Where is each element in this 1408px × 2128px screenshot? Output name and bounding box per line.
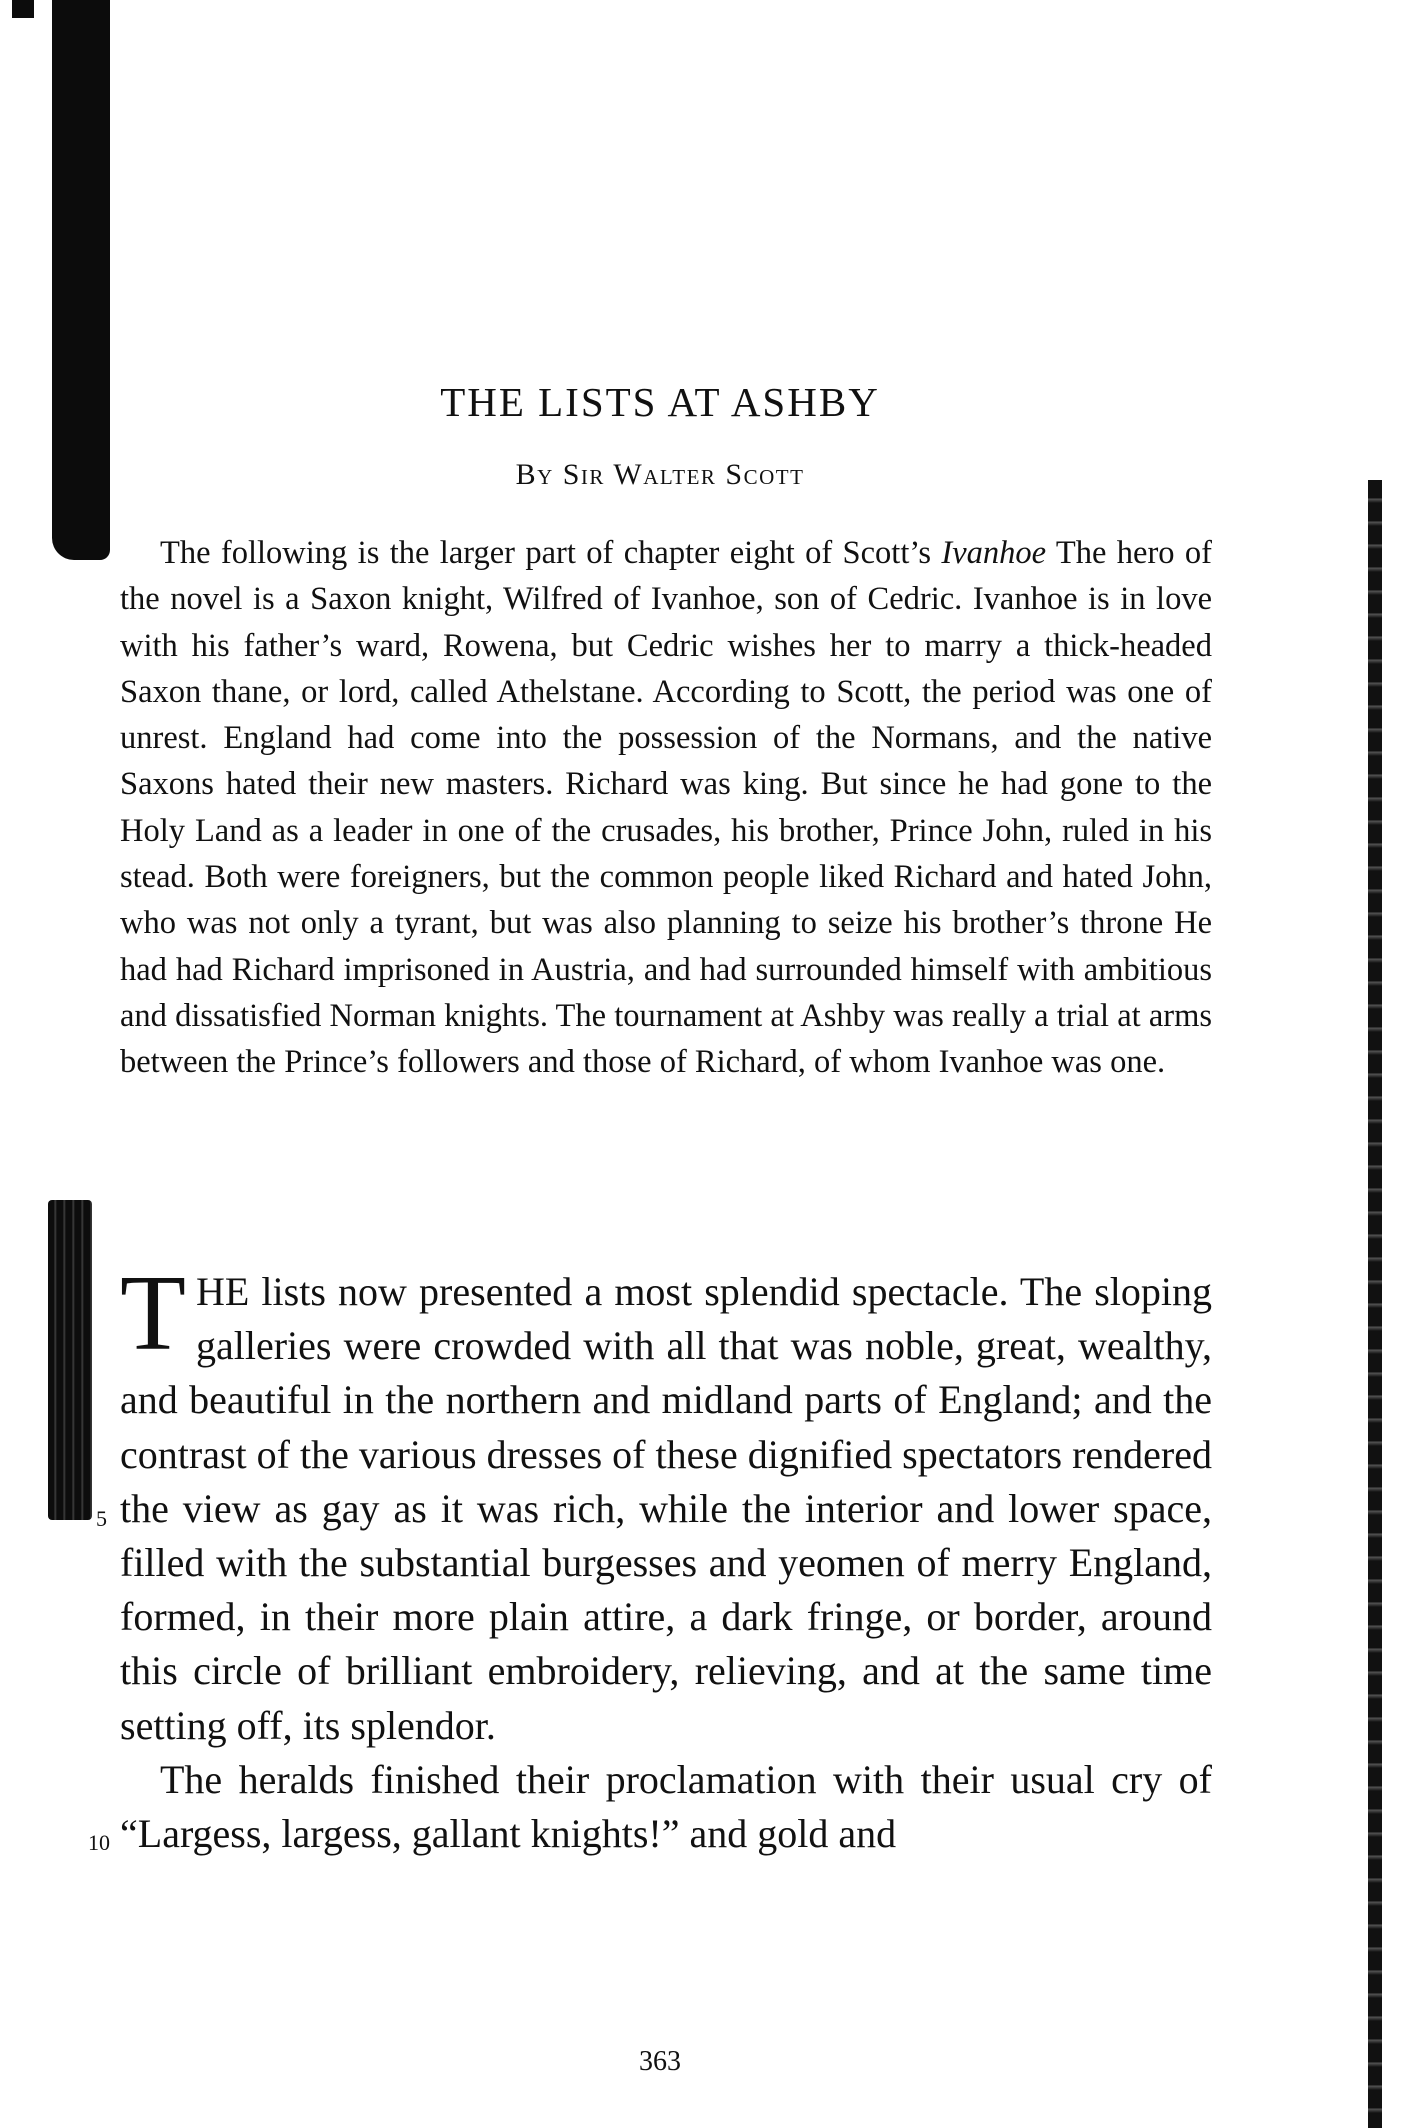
intro-paragraph xyxy=(120,530,1212,1086)
chapter-title: THE LISTS AT ASHBY xyxy=(440,379,880,425)
story-paragraph-1 xyxy=(120,1254,1212,1753)
line-number-10: 10 xyxy=(88,1830,110,1855)
author-byline: By Sir Walter Scott xyxy=(515,458,805,491)
line-number-5: 5 xyxy=(96,1506,107,1531)
intro-text-rest: The hero of the novel is a Saxon knight, Wilfred of Ivanhoe, son of Cedric. Ivanhoe is in love with his father’s ward, Rowena, but Cedric wishes her to marry a thick-headed Saxon thane, or lord, called Athelstane. According to Scott, the period was one of unrest. England had come into the possession of the Normans, and the native Saxons hated their new masters. Richard was king. But since he had gone to the Holy Land as a leader in one of the crusades, his brother, Prince John, ruled in his stead. Both were foreigners, but the common people liked Richard and hated John, who was not only a tyrant, but was also planning to seize his brother’s throne He had had Richard imprisoned in Austria, and had surrounded himself with ambitious and dissatisfied Norman knights. The tournament at Ashby was really a trial at arms between the Prince’s followers and those of Richard, of whom Ivanhoe was one. xyxy=(120,535,1213,1081)
story-paragraph-1-text: HE lists now presented a most splendid spectacle. The sloping galleries were crowded with all that was noble, great, wealthy, and beautiful in the northern and midland parts of England; and the contrast of the various dresses of these dignified spectators rendered the view as gay as it was rich, while the interior and lower space, filled with the substantial burgesses and yeomen of merry England, formed, in their more plain attire, a dark fringe, or border, around this circle of brilliant embroidery, relieving, and at the same time setting off, its splendor. xyxy=(120,1269,1212,1748)
story-paragraph-2: The heralds finished their proclamation with their usual cry of “Largess, largess, gallant knights!” and gold and xyxy=(120,1756,1212,1857)
drop-cap: T xyxy=(120,1254,186,1373)
story-body xyxy=(120,1254,1212,1861)
intro-text-start: The following is the larger part of chapter eight of Scott’s xyxy=(160,535,942,571)
intro-book-title: Ivanhoe xyxy=(941,535,1047,571)
page-number: 363 xyxy=(639,2046,681,2077)
